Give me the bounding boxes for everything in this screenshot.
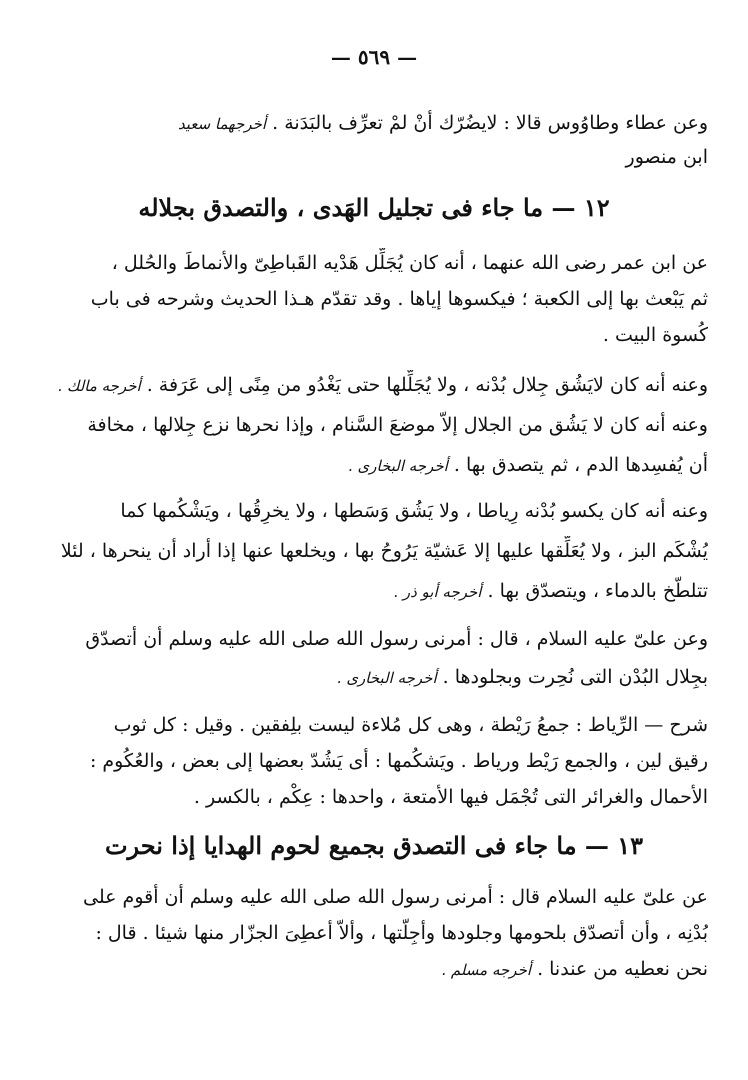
text-line: كُسوة البيت . [602, 324, 708, 346]
text-line [40, 370, 708, 400]
source-attribution: أخرجهما سعيد [177, 115, 267, 133]
text-line: الأحمال والغرائر التى تُجْمَل فيها الأمتعة ، واحدها : عِكْم ، بالكسر . [193, 786, 708, 808]
source-attribution: أخرجه البخارى . [336, 669, 437, 687]
text-line: عن ابن عمر رضى الله عنهما ، أنه كان يُجَلِّل هَدْيه القَباطِىّ والأنماطَ والحُلل ، [111, 252, 708, 274]
text-line: شرح — الرِّياط : جمعُ رَيْطة ، وهى كل مُلاءة ليست بلِفقين . وقيل : كل ثوب [113, 714, 708, 736]
text-line-body: أن يُفسِدها الدم ، ثم يتصدق بها . [453, 454, 708, 476]
text-line: عن علىّ عليه السلام قال : أمرنى رسول الله صلى الله عليه وسلم أن أقوم على [83, 886, 708, 908]
text-line: ثم يَبْعث بها إلى الكعبة ؛ فيكسوها إياها . وقد تقدّم هـذا الحديث وشرحه فى باب [90, 288, 708, 310]
text-line: وعنه أنه كان لا يَشُق من الجلال إلاّ موضعَ السَّنام ، وإذا نحرها نزع جِلالها ، مخافة [87, 414, 708, 436]
page-number: — ٥٦٩ — [330, 45, 418, 69]
text-line: يُشْكَم البز ، ولا يُعَلِّقها عليها إلا عَشيّة يَرُوحُ بها ، ويخلعها عنها إذا أراد أن ينحرها ، لئلا [60, 540, 708, 562]
source-attribution: أخرجه مسلم . [441, 961, 532, 979]
source-attribution: أخرجه البخارى . [348, 457, 448, 475]
text-line-body: تتلطّخ بالدماء ، ويتصدّق بها . [487, 580, 708, 602]
text-line-body: بجِلال البُدْن التى نُحِرت وبجلودها . [442, 666, 708, 688]
text-line: وعنه أنه كان يكسو بُدْنه رِياطا ، ولا يَشُق وَسَطها ، ولا يخرِقُها ، ويَشْكُمها كما [120, 500, 708, 522]
text-line: بُدْنِه ، وأن أتصدّق بلحومها وجلودها وأجِلّتها ، وألاّ أعطِىَ الجزّار منها شيئا . قال : [95, 922, 708, 944]
text-line-body: وعن عطاء وطاوُوس قالا : لايضُرّك أنْ لمْ تعرِّف بالبَدَنة . [272, 112, 708, 134]
text-line: ابن منصور [625, 146, 708, 168]
text-line [40, 108, 708, 138]
text-line-body: نحن نعطيه من عندنا . [537, 958, 708, 980]
source-attribution: أخرجه أبو ذر . [393, 583, 482, 601]
section-heading-13: ١٣ — ما جاء فى التصدق بجميع لحوم الهدايا إذا نحرت [104, 831, 644, 860]
section-heading-12: ١٢ — ما جاء فى تجليل الهَدى ، والتصدق بجلاله [138, 193, 610, 222]
text-line: رقيق لين ، والجمع رَيْط ورياط . ويَشكُمها : أى يَشُدّ بعضها إلى بعض ، والعُكُوم : [89, 750, 708, 772]
text-line [40, 576, 708, 606]
text-line [40, 662, 708, 692]
text-line [40, 954, 708, 984]
source-attribution: أخرجه مالك . [57, 377, 141, 395]
text-line-body: وعنه أنه كان لايَشُق جِلال بُدْنه ، ولا يُجَلِّلها حتى يَغْدُو من مِنًى إلى عَرَفة . [146, 374, 708, 396]
text-line: وعن علىّ عليه السلام ، قال : أمرنى رسول الله صلى الله عليه وسلم أن أتصدّق [85, 628, 708, 650]
text-line [40, 450, 708, 480]
